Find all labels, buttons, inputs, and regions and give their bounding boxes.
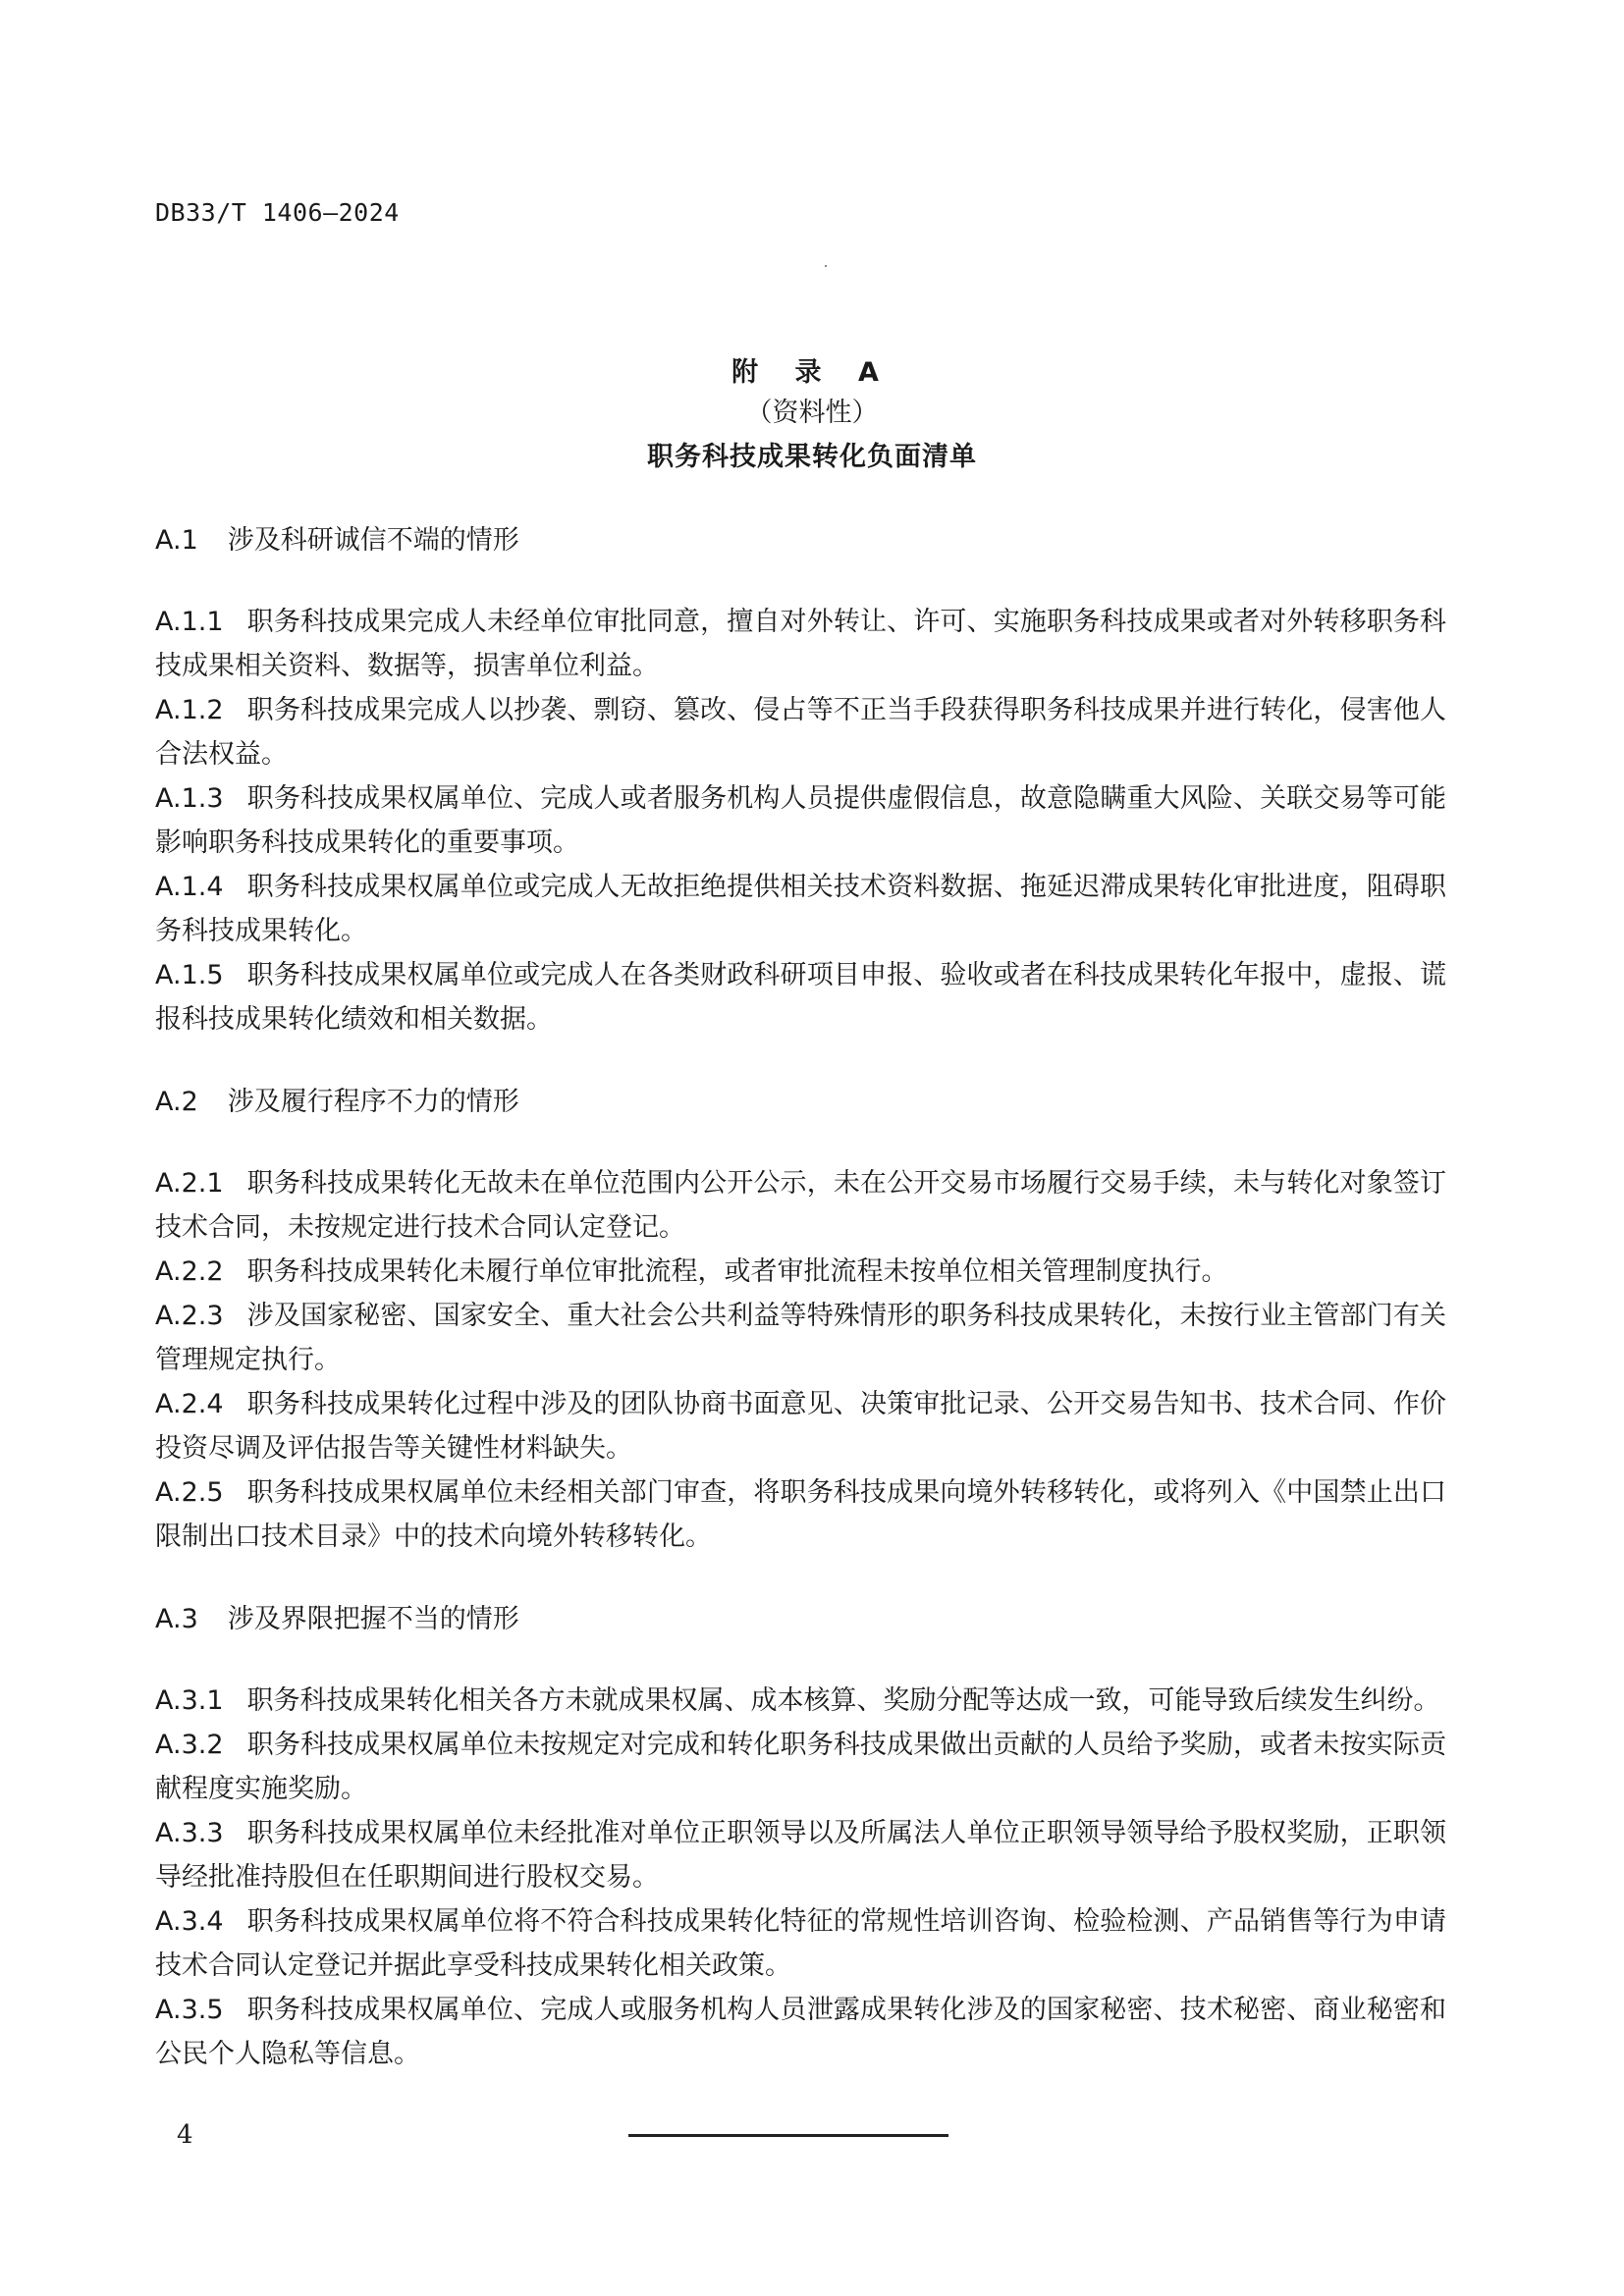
clause-text: 职务科技成果转化无故未在单位范围内公开公示，未在公开交易市场履行交易手续，未与转化对象签订技术合同，未按规定进行技术合同认定登记。: [155, 1168, 1446, 1243]
section-a1: [155, 518, 1446, 1041]
clause-text: 职务科技成果转化未履行单位审批流程，或者审批流程未按单位相关管理制度执行。: [246, 1256, 1228, 1287]
section-a3: [155, 1597, 1446, 2076]
clause-text: 职务科技成果转化过程中涉及的团队协商书面意见、决策审批记录、公开交易告知书、技术合同、作价投资尽调及评估报告等关键性材料缺失。: [155, 1389, 1446, 1464]
clause-text: 职务科技成果权属单位或完成人在各类财政科研项目申报、验收或者在科技成果转化年报中，虚报、谎报科技成果转化绩效和相关数据。: [155, 960, 1446, 1035]
clause-text: 涉及国家秘密、国家安全、重大社会公共利益等特殊情形的职务科技成果转化，未按行业主管部门有关管理规定执行。: [155, 1301, 1446, 1375]
clause: [155, 1294, 1446, 1382]
clause: [155, 865, 1446, 953]
clause-text: 职务科技成果权属单位未按规定对完成和转化职务科技成果做出贡献的人员给予奖励，或者未按实际贡献程度实施奖励。: [155, 1730, 1446, 1804]
section-heading: [155, 518, 1446, 562]
clause-number: A.1.3: [155, 783, 224, 814]
clause: [155, 688, 1446, 776]
section-number: A.1: [155, 525, 198, 556]
section-number: A.3: [155, 1604, 198, 1634]
clause-number: A.2.1: [155, 1168, 224, 1199]
clause-text: 职务科技成果权属单位、完成人或者服务机构人员提供虚假信息，故意隐瞒重大风险、关联交易等可能影响职务科技成果转化的重要事项。: [155, 783, 1446, 858]
annex-name: 职务科技成果转化负面清单: [647, 442, 977, 472]
clause-text: 职务科技成果权属单位将不符合科技成果转化特征的常规性培训咨询、检验检测、产品销售等行为申请技术合同认定登记并据此享受科技成果转化相关政策。: [155, 1906, 1446, 1981]
clause-number: A.3.4: [155, 1906, 224, 1937]
clause-text: 职务科技成果转化相关各方未就成果权属、成本核算、奖励分配等达成一致，可能导致后续发生纠纷。: [246, 1685, 1440, 1716]
clause: [155, 1250, 1446, 1294]
section-a2: [155, 1080, 1446, 1559]
clause-number: A.1.2: [155, 695, 224, 725]
clause: [155, 1470, 1446, 1559]
clause-text: 职务科技成果权属单位、完成人或服务机构人员泄露成果转化涉及的国家秘密、技术秘密、商业秘密和公民个人隐私等信息。: [155, 1995, 1446, 2069]
clause: [155, 1382, 1446, 1470]
section-number: A.2: [155, 1087, 198, 1117]
clause: [155, 1723, 1446, 1811]
section-heading: [155, 1080, 1446, 1124]
clause-text: 职务科技成果权属单位或完成人无故拒绝提供相关技术资料数据、拖延迟滞成果转化审批进度，阻碍职务科技成果转化。: [155, 872, 1446, 946]
clause-number: A.3.1: [155, 1685, 224, 1716]
section-title: 涉及界限把握不当的情形: [227, 1604, 519, 1634]
clause-number: A.1.4: [155, 872, 224, 902]
clause: [155, 1161, 1446, 1250]
clause-number: A.3.5: [155, 1995, 224, 2025]
section-heading: [155, 1597, 1446, 1641]
clause: [155, 1679, 1446, 1723]
clause-number: A.2.2: [155, 1256, 224, 1287]
scan-speck: [825, 265, 827, 267]
section-title: 涉及履行程序不力的情形: [227, 1087, 519, 1117]
clause: [155, 600, 1446, 688]
footer-rule: [628, 2134, 948, 2137]
clause-number: A.2.3: [155, 1301, 224, 1331]
section-title: 涉及科研诚信不端的情形: [227, 525, 519, 556]
clause-number: A.3.3: [155, 1818, 224, 1848]
clause: [155, 953, 1446, 1041]
clause-number: A.2.4: [155, 1389, 224, 1419]
clause: [155, 1811, 1446, 1899]
clause: [155, 776, 1446, 865]
clause-number: A.1.1: [155, 607, 224, 637]
clause-text: 职务科技成果完成人未经单位审批同意，擅自对外转让、许可、实施职务科技成果或者对外转移职务科技成果相关资料、数据等，损害单位利益。: [155, 607, 1446, 681]
clause-number: A.1.5: [155, 960, 224, 990]
document-code: DB33/T 1406—2024: [155, 198, 400, 227]
annex-nature: （资料性）: [745, 398, 879, 428]
clause-number: A.2.5: [155, 1477, 224, 1508]
clause-text: 职务科技成果权属单位未经批准对单位正职领导以及所属法人单位正职领导领导给予股权奖励，正职领导经批准持股但在任职期间进行股权交易。: [155, 1818, 1446, 1893]
annex-content: [155, 518, 1446, 2114]
annex-title: 附 录 A: [731, 357, 893, 388]
page-number: 4: [177, 2120, 193, 2150]
clause-number: A.3.2: [155, 1730, 224, 1760]
clause: [155, 1988, 1446, 2076]
clause-text: 职务科技成果完成人以抄袭、剽窃、篡改、侵占等不正当手段获得职务科技成果并进行转化，侵害他人合法权益。: [155, 695, 1446, 770]
clause: [155, 1899, 1446, 1988]
clause-text: 职务科技成果权属单位未经相关部门审查，将职务科技成果向境外转移转化，或将列入《中国禁止出口限制出口技术目录》中的技术向境外转移转化。: [155, 1477, 1446, 1552]
